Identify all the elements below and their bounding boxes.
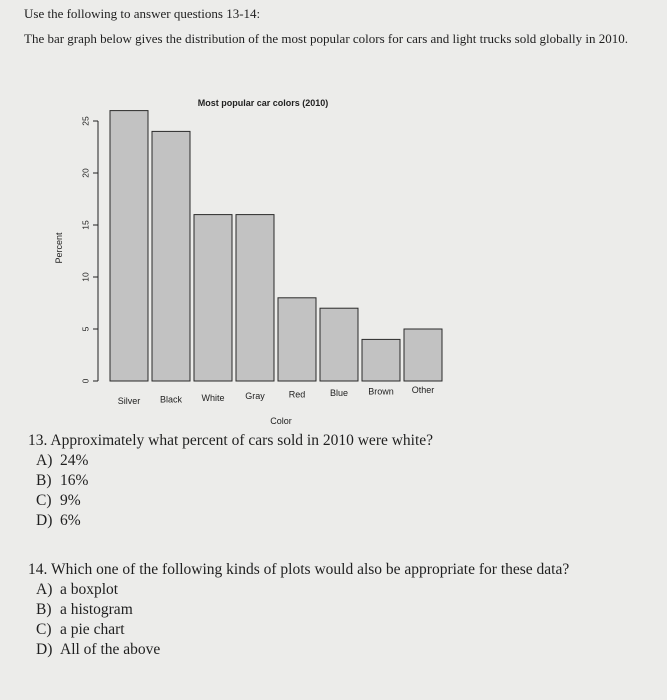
question-number: 13.: [28, 432, 48, 449]
option-c[interactable]: [28, 491, 433, 511]
question-14: [28, 560, 569, 660]
option-letter: B): [36, 472, 52, 489]
option-b[interactable]: [28, 600, 569, 620]
y-tick-label: 10: [80, 272, 91, 282]
question-text: Which one of the following kinds of plots would also be appropriate for these data?: [50, 561, 570, 578]
option-a[interactable]: [28, 580, 569, 600]
bar-silver: [110, 111, 148, 381]
y-axis: [80, 116, 98, 383]
question-number: 14.: [28, 561, 48, 578]
option-letter: B): [36, 601, 52, 618]
x-tick-label: Blue: [329, 388, 349, 398]
bar-red: [278, 298, 316, 381]
question-13: [28, 431, 433, 531]
option-b[interactable]: [28, 471, 433, 491]
option-text: a histogram: [60, 601, 133, 618]
x-tick-label: Silver: [117, 396, 141, 406]
y-tick-label: 25: [80, 116, 91, 126]
option-a[interactable]: [28, 451, 433, 471]
x-tick-label: Gray: [245, 391, 265, 402]
x-axis-label: Color: [270, 416, 292, 426]
x-tick-label: White: [201, 392, 225, 403]
option-text: a pie chart: [60, 621, 125, 638]
y-tick-label: 0: [80, 378, 91, 384]
x-tick-label: Other: [411, 384, 435, 395]
option-text: All of the above: [60, 641, 161, 658]
chart-description: The bar graph below gives the distribution of the most popular colors for cars and light trucks sold globally in 2010.: [24, 31, 629, 46]
option-letter: A): [36, 581, 53, 598]
option-text: 24%: [60, 452, 89, 469]
option-d[interactable]: [28, 511, 433, 531]
question-stem: [28, 560, 569, 580]
bar-brown: [362, 339, 400, 381]
bars-group: [110, 111, 442, 381]
y-axis-label: Percent: [54, 232, 64, 264]
option-text: 16%: [60, 472, 89, 489]
y-tick-label: 5: [80, 326, 91, 332]
bar-blue: [320, 308, 358, 381]
question-stem: [28, 431, 433, 451]
option-text: a boxplot: [60, 581, 119, 598]
bar-other: [404, 329, 442, 381]
y-tick-label: 15: [80, 220, 91, 230]
x-tick-label: Brown: [368, 386, 394, 397]
option-text: 6%: [60, 512, 81, 529]
x-tick-labels: [118, 385, 435, 406]
option-letter: A): [36, 452, 53, 469]
x-tick-label: Black: [159, 394, 183, 405]
option-c[interactable]: [28, 620, 569, 640]
bar-white: [194, 215, 232, 381]
chart-title: Most popular car colors (2010): [197, 98, 329, 108]
option-letter: D): [36, 641, 53, 658]
question-text: Approximately what percent of cars sold in 2010 were white?: [50, 432, 434, 449]
option-d[interactable]: [28, 640, 569, 660]
option-letter: C): [36, 621, 52, 638]
instruction-line: Use the following to answer questions 13-14:: [24, 6, 261, 21]
option-letter: C): [36, 492, 52, 509]
bar-black: [152, 131, 190, 381]
bar-gray: [236, 215, 274, 381]
option-letter: D): [36, 512, 53, 529]
option-text: 9%: [60, 492, 81, 509]
y-tick-label: 20: [80, 168, 91, 178]
x-tick-label: Red: [288, 389, 306, 400]
